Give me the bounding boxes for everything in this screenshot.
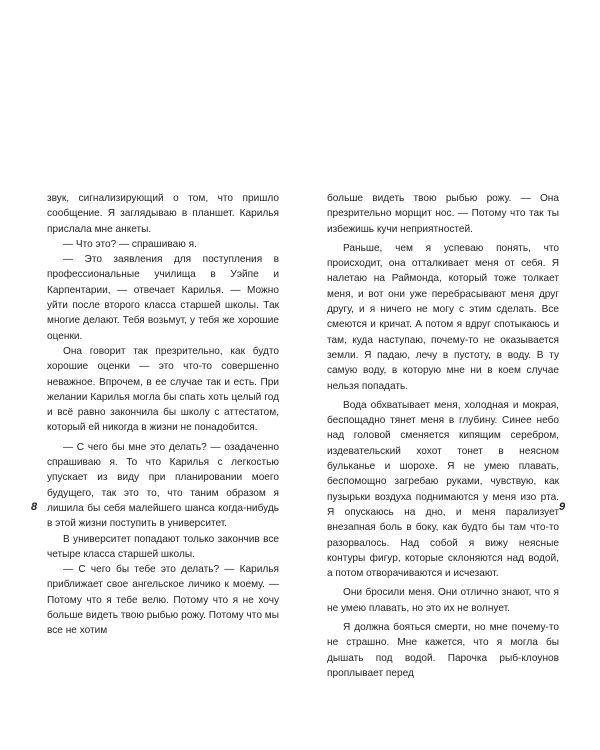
right-page-number: 9 (559, 501, 566, 513)
left-paragraph-5: — С чего бы мне это делать? — озадаченно спрашиваю я. То что Карилья с легкостью упускает из виду при планировании моего будущего, так это то, что таним образом я лишила бы себя малейшего шанса когда-нибудь в этой жизни поступить в университет. (47, 441, 279, 530)
right-paragraph-4: Они бросили меня. Они отлично знают, что я не умею плавать, но это их не волнует. (327, 587, 559, 614)
left-paragraph-4: Она говорит так презрительно, как будто хорошие оценки — это что-то совершенно неважное. Впрочем, в ее случае так и есть. При желании Карилья могла бы спать хоть целый год и всё равно закончила бы школу с аттестатом, который ей никогда в жизни не понадобится. (47, 345, 279, 434)
right-paragraph-3: Вода обхватывает меня, холодная и мокрая, беспощадно тянет меня в глубину. Синее небо над головой сменяется кипящим серебром, издевательский хохот тонет в неясном бульканье и шорохе. Я не умею плавать, беспомощно загребаю руками, чувствую, как пузырьки воздуха поднимаются у меня изо рта. Я опускаюсь на дно, и меня парализует внезапная боль в боку, как будто бы там что-то разорвалось. Над собой я вижу неясные контуры фигур, которые склоняются над водой, а потом отворачиваются и исчезают. (327, 399, 559, 580)
left-paragraph-2: — Что это? — спрашиваю я. (63, 238, 197, 250)
left-paragraph-1: звук, сигнализирующий о том, что пришло сообщение. Я заглядываю в планшет. Карилья прислала мне анкеты. (47, 193, 279, 235)
left-paragraph-7: — С чего бы тебе это делать? — Карилья приближает свое ангельское личико к моему. — Потому что я тебе велю. Потому что я не хочу больше видеть твою рыбью рожу. Потому что мы все не хотим (47, 564, 279, 637)
right-page-text (327, 191, 559, 681)
right-paragraph-1: больше видеть твою рыбью рожу. — Она презрительно морщит нос. — Потому что так ты избежишь кучи неприятностей. (327, 193, 559, 235)
left-page-number: 8 (31, 501, 38, 513)
left-paragraph-3: — Это заявления для поступления в профессиональные училища в Уэйпе и Карпентарии, — отвечает Карилья. — Можно уйти после второго класса старшей школы. Так многие делают. Тебя возьмут, у тебя же хорошие оценки. (47, 254, 279, 342)
right-paragraph-2: Раньше, чем я успеваю понять, что происходит, она отталкивает меня от себя. Я налетаю на Раймонда, который тоже толкает меня, и вот они уже перебрасывают меня друг другу, и я ничего не могу с этим сделать. Все смеются и кричат. А потом я вдруг спотыкаюсь и там, куда наступаю, почему-то не оказывается земли. Я падаю, лечу в пустоту, в воду. В ту самую воду, в которую мне ни в коем случае нельзя попадать. (327, 242, 559, 392)
left-page-text (47, 191, 279, 639)
right-paragraph-5: Я должна бояться смерти, но мне почему-то не страшно. Мне кажется, что я могла бы дышать под водой. Парочка рыб-клоунов проплывает перед (327, 622, 559, 679)
left-paragraph-6: В университет попадают только закончив все четыре класса старшей школы. (47, 533, 279, 560)
